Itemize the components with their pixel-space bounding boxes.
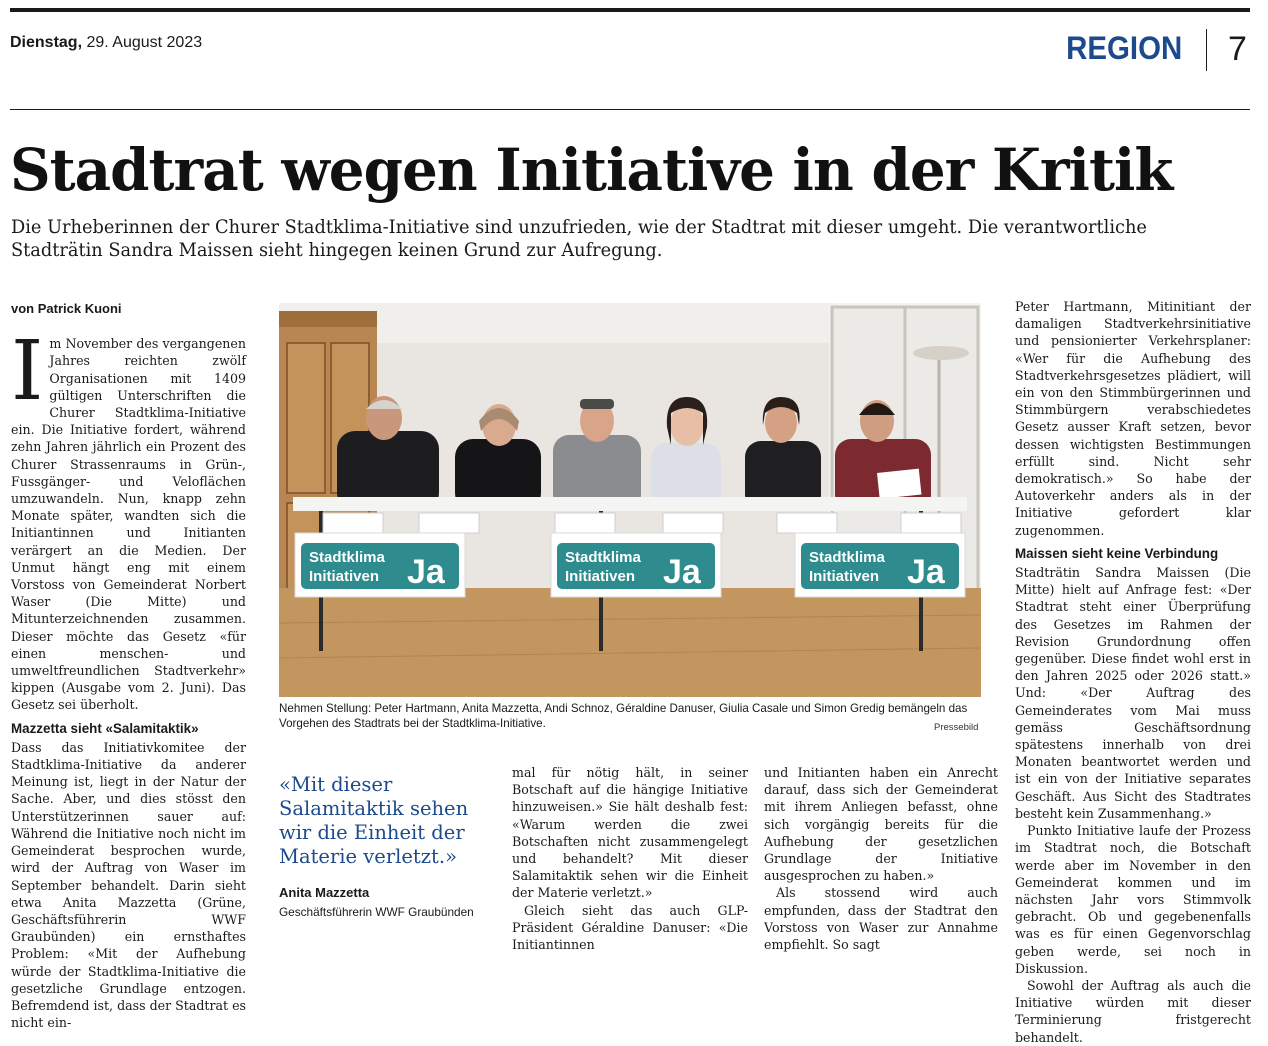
photo-caption: Nehmen Stellung: Peter Hartmann, Anita Mazzetta, Andi Schnoz, Géraldine Danuser, Giulia Casale und Simon Gredig bemängeln das Vorgehen des Stadtrats bei der Stadtklima-Initiative. — [279, 702, 968, 730]
column-4 — [764, 764, 998, 953]
drop-cap: I — [11, 324, 44, 420]
quote-author: Anita Mazzetta — [279, 885, 370, 900]
banner-1-line2: Initiativen — [309, 568, 380, 585]
paragraph-col5-3: Punkto Initiative laufe der Prozess im Stadtrat noch, die Botschaft werde aber im November in den Gemeinderat kommen und im nächsten Jahr vors Stimmvolk gebracht. Ob und gegebenenfalls was es für einen Gegenvorschlag geben werde, sei noch in Diskussion. — [1015, 823, 1251, 976]
banner-1-ja: Ja — [407, 553, 445, 591]
top-rule — [10, 8, 1250, 12]
issue-date — [10, 34, 202, 52]
date-text: 29. August 2023 — [82, 34, 203, 51]
paragraph-col4-1: und Initianten haben ein Anrecht darauf, dass sich der Gemeinderat mit ihrem Anliegen befasst, ohne sich vorgängig bereits für die Aufhebung der gesetzlichen Grundlage der Initiative ausgesprochen zu haben.» — [764, 765, 998, 884]
column-3 — [512, 764, 748, 953]
column-1 — [11, 300, 246, 1031]
banner-1-line1: Stadtklima — [309, 549, 385, 566]
headline: Stadtrat wegen Initiative in der Kritik — [10, 136, 1173, 204]
date-weekday: Dienstag, — [10, 34, 83, 51]
paragraph-col5-4: Sowohl der Auftrag als auch die Initiative würden mit dieser Terminierung fristgerecht behandelt. — [1015, 977, 1251, 1045]
paragraph-col5-2: Stadträtin Sandra Maissen (Die Mitte) hielt auf Anfrage fest: «Der Stadtrat steht einer Überprüfung des Gesetzes im Rahmen der Revision Grundordnung offen gegenüber. Diese findet wohl erst in den Jahren 2025 oder 2026 statt.» Und: «Der Auftrag des Gemeinderates vom Mai muss gemäss Geschäftsordnung spätestens innerhalb von drei Monaten beantwortet werden und ist ein von der Initiative separates Geschäft. Aus Sicht des Stadtrates besteht kein Zusammenhang.» — [1015, 565, 1251, 821]
subhead-maissen: Maissen sieht keine Verbindung — [1015, 545, 1219, 561]
photo-credit: Pressebild — [934, 722, 979, 733]
intro-text: m November des vergangenen Jahres reichten zwölf Organisationen mit 1409 gültigen Unterschriften die Churer Stadtklima-Initiative ein. Die Initiative fordert, während zehn Jahren jährlich ein Prozent des Churer Strassenraums in Grün-, Fussgänger- und Veloflächen umzuwandeln. Nun, knapp zehn Monate später, wandten sich die Initiantinnen und Initianten verärgert an die Medien. Der Unmut hängt eng mit einem Vorstoss von Gemeinderat Norbert Waser (Die Mitte) und Mitunterzeichnenden zusammen. Dieser möchte das Gesetz «für einen menschen- und umweltfreundlichen Stadtverkehr» kippen (Ausgabe vom 2. Juni). Das Gesetz sei überholt. — [11, 336, 246, 713]
subhead-salamitaktik: Mazzetta sieht «Salamitaktik» — [11, 720, 199, 736]
section-title: REGION — [1065, 30, 1182, 66]
banner-3-ja: Ja — [907, 553, 945, 591]
header-rule — [10, 109, 1250, 110]
section-divider — [1206, 29, 1207, 71]
banner-2-ja: Ja — [663, 553, 701, 591]
column-5 — [1015, 298, 1251, 1046]
intro-paragraph — [11, 324, 246, 713]
banner-2-line1: Stadtklima — [565, 549, 641, 566]
paragraph-col4-2: Als stossend wird auch empfunden, dass der Stadtrat den Vorstoss von Waser zur Annahme empfiehlt. So sagt — [764, 885, 998, 953]
paragraph-col3-1: mal für nötig hält, in seiner Botschaft auf die hängige Initiative hinzuweisen.» Sie hält deshalb fest: «Warum werden die zwei Botschaften nicht zusammengelegt und behandelt? Mit dieser Salamitaktik sehen wir die Einheit der Materie verletzt.» — [512, 765, 748, 901]
banner-3-line1: Stadtklima — [809, 549, 885, 566]
paragraph-col1-2: Dass das Initiativkomitee der Stadtklima-Initiative da anderer Meinung ist, liegt in der Natur der Sache. Aber, und dies stösst den Unterstützerinnen sauer auf: Während die Initiative noch nicht im Gemeinderat besprochen wurde, wird der Auftrag von Waser im September behandelt. Darin sieht etwa Anita Mazzetta (Grüne, Geschäftsführerin WWF Graubünden) ein ernsthaftes Problem: «Mit der Aufhebung würde der Stadtklima-Initiative die gesetzliche Grundlage entzogen. Befremdend ist, dass der Stadtrat es nicht ein- — [11, 739, 246, 1031]
lead-paragraph: Die Urheberinnen der Churer Stadtklima-Initiative sind unzufrieden, wie der Stadtrat mit dieser umgeht. Die verantwortliche Stadträtin Sandra Maissen sieht hingegen keinen Grund zur Aufregung. — [11, 217, 1147, 261]
page-number: 7 — [1228, 30, 1247, 68]
banner-3-line2: Initiativen — [809, 568, 880, 585]
quote-author-role: Geschäftsführerin WWF Graubünden — [279, 905, 474, 919]
press-photo — [279, 303, 981, 697]
photo-illustration — [279, 303, 981, 697]
paragraph-col3-2: Gleich sieht das auch GLP-Präsident Géraldine Danuser: «Die Initiantinnen — [512, 902, 748, 953]
author-byline: von Patrick Kuoni — [11, 301, 122, 316]
banner-2-line2: Initiativen — [565, 568, 636, 585]
paragraph-col5-1: Peter Hartmann, Mitinitiant der damaligen Stadtverkehrsinitiative und pensionierter Verkehrsplaner: «Wer für die Aufhebung des Stadtverkehrsgesetzes plädiert, will ein von den Stimmbürgerinnen und Stimmbürgern verabschiedetes Gesetz ausser Kraft setzen, bevor dessen wichtigsten Bestimmungen erfüllt sind. Nicht sehr demokratisch.» So habe der Autoverkehr anders als in der Initiative gefordert klar zugenommen. — [1015, 299, 1251, 538]
pull-quote: «Mit dieser Salamitaktik sehen wir die Einheit der Materie verletzt.» — [279, 773, 469, 868]
